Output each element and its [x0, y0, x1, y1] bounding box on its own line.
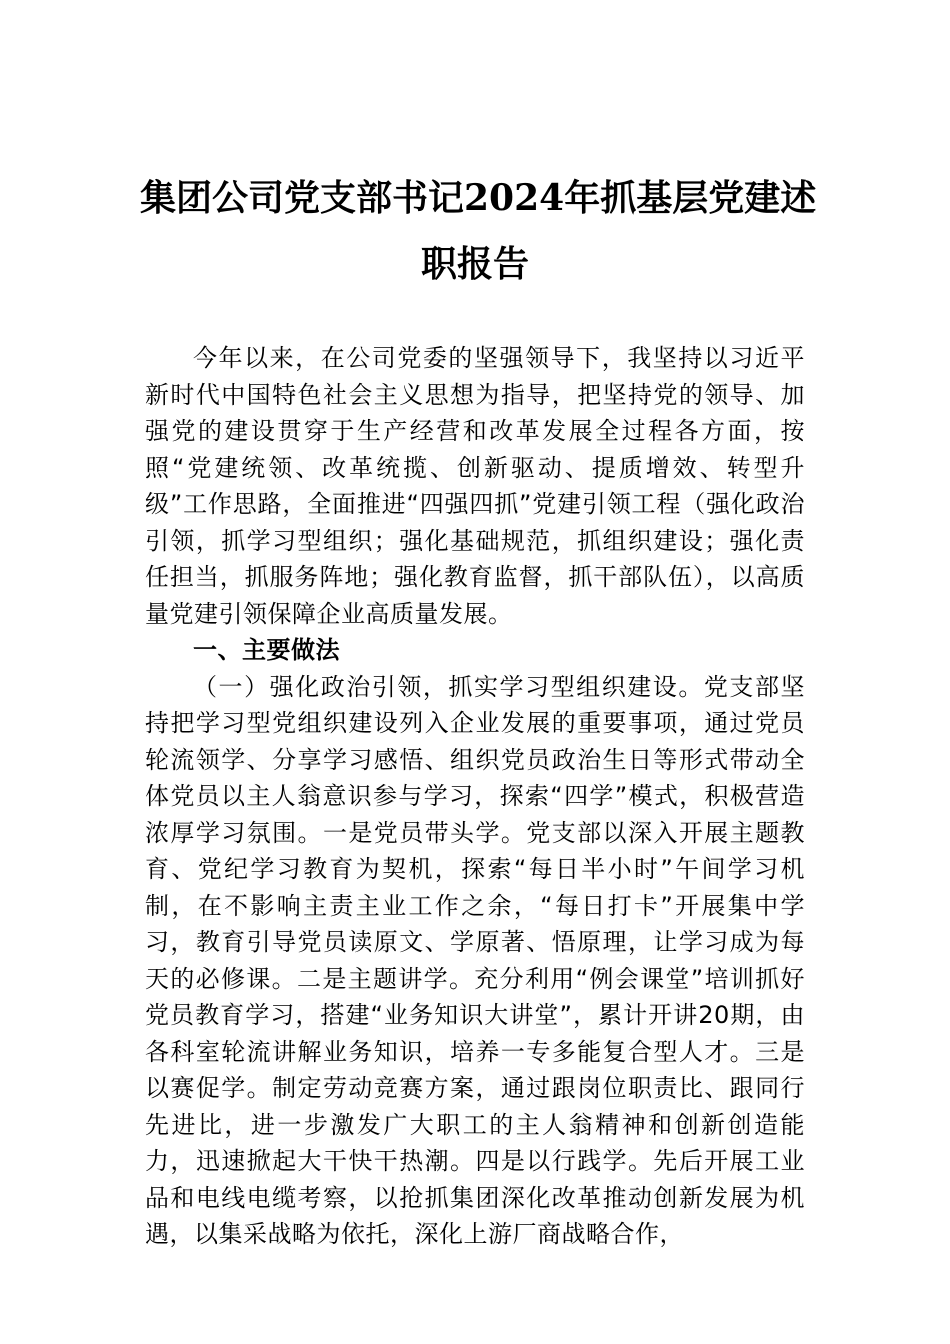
document-title-line-1: 集团公司党支部书记2024年抓基层党建述: [140, 177, 817, 219]
intro-paragraph: 今年以来，在公司党委的坚强领导下，我坚持以习近平新时代中国特色社会主义思想为指导，把坚持党的领导、加强党的建设贯穿于生产经营和改革发展全过程各方面，按照“党建统领、改革统揽、创新驱动、提质增效、转型升级”工作思路，全面推进“四强四抓”党建引领工程（强化政治引领，抓学习型组织；强化基础规范，抓组织建设；强化责任担当，抓服务阵地；强化教育监督，抓干部队伍），以高质量党建引领保障企业高质量发展。: [145, 344, 805, 628]
section-heading-main-practices: 一、主要做法: [193, 636, 340, 664]
document-body: [145, 340, 805, 1253]
section1-paragraph: （一）强化政治引领，抓实学习型组织建设。党支部坚持把学习型党组织建设列入企业发展的重要事项，通过党员轮流领学、分享学习感悟、组织党员政治生日等形式带动全体党员以主人翁意识参与学习，探索“四学”模式，积极营造浓厚学习氛围。一是党员带头学。党支部以深入开展主题教育、党纪学习教育为契机，探索“每日半小时”午间学习机制，在不影响主责主业工作之余，“每日打卡”开展集中学习，教育引导党员读原文、学原著、悟原理，让学习成为每天的必修课。二是主题讲学。充分利用“例会课堂”培训抓好党员教育学习，搭建“业务知识大讲堂”，累计开讲20期，由各科室轮流讲解业务知识，培养一专多能复合型人才。三是以赛促学。制定劳动竞赛方案，通过跟岗位职责比、跟同行先进比，进一步激发广大职工的主人翁精神和创新创造能力，迅速掀起大干快干热潮。四是以行践学。先后开展工业品和电线电缆考察，以抢抓集团深化改革推动创新发展为机遇，以集采战略为依托，深化上游厂商战略合作，: [145, 672, 805, 1248]
document-title-line-2: 职报告: [420, 243, 529, 285]
